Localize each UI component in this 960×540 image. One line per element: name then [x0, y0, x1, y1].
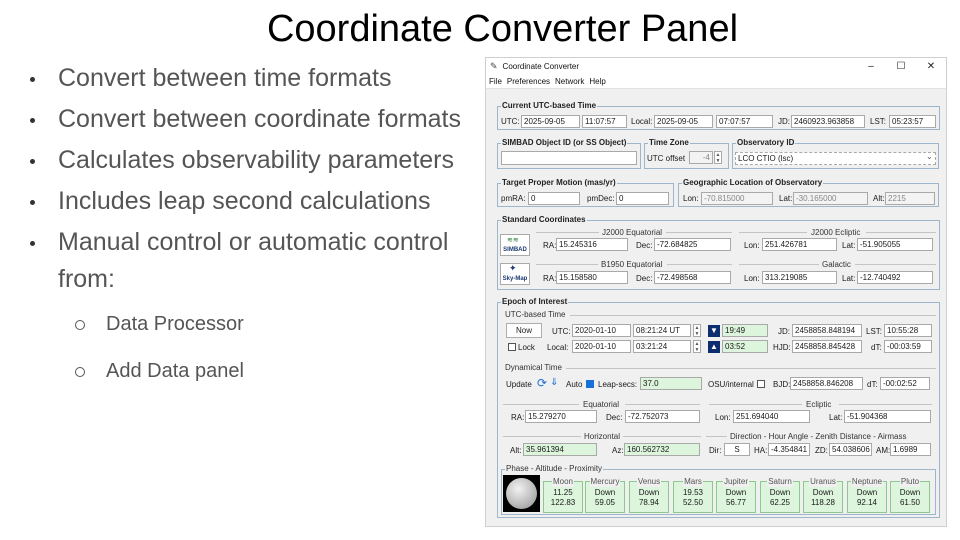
epoch-dt[interactable]: -00:03:59	[884, 340, 932, 353]
ha-label: HA:	[754, 446, 768, 455]
divider	[536, 232, 599, 233]
simbad-input[interactable]	[501, 151, 637, 165]
download-arrow-icon[interactable]: ⇓	[550, 377, 559, 388]
planet-value: 118.28	[811, 498, 835, 507]
planet-value: Down	[725, 488, 747, 497]
pmra-label: pmRA:	[501, 194, 526, 203]
current-local-date[interactable]: 2025-09-05	[654, 115, 713, 128]
update-label: Update	[506, 380, 532, 389]
moon-icon	[503, 475, 540, 512]
divider	[625, 404, 700, 405]
zd-label: ZD:	[815, 446, 828, 455]
j2000-ra-field[interactable]: 15.245316	[556, 238, 628, 251]
dec-label: Dec:	[636, 241, 653, 250]
direction-field[interactable]: S	[724, 443, 750, 456]
pmra-input[interactable]: 0	[528, 192, 580, 205]
divider	[866, 232, 936, 233]
bjd-label: BJD:	[773, 380, 791, 389]
refresh-icon[interactable]: ⟳	[537, 376, 548, 390]
group-label: Standard Coordinates	[502, 215, 586, 224]
j2000-dec-field[interactable]: -72.684825	[654, 238, 731, 251]
epoch-dec-field[interactable]: -72.752073	[625, 410, 700, 423]
observatory-select[interactable]: LCO CTIO (lsc)	[735, 152, 936, 165]
divider	[503, 404, 579, 405]
lon-label: Lon:	[715, 413, 731, 422]
utc-based-time-label: UTC-based Time	[505, 310, 566, 319]
lat-label: Lat:	[842, 274, 856, 283]
planet-name: Uranus	[810, 477, 836, 486]
geo-alt-label: Alt:	[873, 194, 885, 203]
planet-value: 61.50	[899, 498, 921, 507]
auto-checkbox[interactable]	[586, 380, 594, 388]
slide-title: Coordinate Converter Panel	[266, 8, 739, 50]
utc-offset-label: UTC offset	[647, 154, 686, 163]
divider	[503, 436, 581, 437]
planet-mars	[673, 477, 713, 513]
divider	[855, 264, 936, 265]
simbad-logo-icon: ≋≋	[507, 237, 519, 244]
planet-value: Down	[594, 488, 616, 497]
epoch-utc-time[interactable]: 08:21:24 UT	[633, 324, 691, 337]
planet-name: Moon	[552, 477, 573, 486]
pushpin-icon: ✎	[490, 61, 498, 71]
group-label: SIMBAD Object ID (or SS Object)	[502, 138, 627, 147]
planet-value: Down	[856, 488, 878, 497]
set-time-field[interactable]: 03:52	[722, 340, 768, 353]
pmdec-label: pmDec:	[587, 194, 615, 203]
local-time-spinner[interactable]: ▲ ▼	[694, 341, 700, 353]
geo-lat-label: Lat:	[779, 194, 793, 203]
sunset-icon: ▲	[708, 341, 720, 353]
sky-map-star-icon: ✦	[509, 263, 517, 273]
planet-value: 19.53	[682, 488, 704, 497]
group-label: Geographic Location of Observatory	[683, 178, 823, 187]
planet-value: 122.83	[550, 498, 576, 507]
divider	[739, 232, 807, 233]
auto-label: Auto	[566, 380, 583, 389]
alt-label: Alt:	[510, 446, 522, 455]
utc-offset-spinner[interactable]: ▲ ▼	[715, 152, 721, 164]
planet-name: Jupiter	[723, 477, 748, 486]
ra-label: RA:	[511, 413, 525, 422]
jd-label: JD:	[778, 117, 790, 126]
utc-offset-field[interactable]: -4	[689, 151, 713, 164]
lock-label: Lock	[518, 343, 535, 352]
epoch-local-date[interactable]: 2020-01-10	[572, 340, 631, 353]
group-label: Time Zone	[649, 138, 689, 147]
epoch-hjd[interactable]: 2458858.845428	[792, 340, 862, 353]
geo-lon-label: Lon:	[683, 194, 699, 203]
planet-value: Down	[769, 488, 791, 497]
maximize-icon[interactable]: ☐	[896, 61, 906, 72]
planet-value: Down	[899, 488, 921, 497]
current-utc-date[interactable]: 2025-09-05	[521, 115, 580, 128]
ecliptic-label: Ecliptic	[806, 400, 832, 409]
lst-label: LST:	[870, 117, 887, 126]
hjd-label: HJD:	[773, 343, 791, 352]
dt-label: dT:	[871, 343, 882, 352]
planet-value: 56.77	[725, 498, 747, 507]
divider	[667, 264, 732, 265]
epoch-ra-field[interactable]: 15.279270	[525, 410, 597, 423]
current-local-time[interactable]: 07:07:57	[716, 115, 773, 128]
planet-neptune	[847, 477, 887, 513]
local-label: Local:	[547, 343, 569, 352]
lat-label: Lat:	[842, 241, 856, 250]
epoch-bjd[interactable]: 2458858.846208	[790, 377, 863, 390]
group-label: Target Proper Motion (mas/yr)	[502, 178, 616, 187]
dir-label: Dir:	[709, 446, 722, 455]
b1950-equatorial-label: B1950 Equatorial	[601, 260, 663, 269]
galactic-lon-field[interactable]: 313.219085	[762, 271, 837, 284]
moon-disc	[506, 478, 537, 509]
divider	[623, 436, 701, 437]
chevron-down-icon[interactable]: ⌄	[926, 152, 933, 161]
planet-uranus	[803, 477, 843, 513]
pmdec-input[interactable]: 0	[616, 192, 669, 205]
divider	[709, 404, 802, 405]
ra-label: RA:	[543, 274, 557, 283]
j2000-lat-field[interactable]: -51.905055	[857, 238, 933, 251]
planet-value: 11.25	[553, 488, 573, 497]
planet-name: Saturn	[768, 477, 792, 486]
epoch-lst[interactable]: 10:55:28	[884, 324, 932, 337]
divider	[706, 436, 727, 437]
bullet-item: Convert between time formats	[28, 60, 478, 97]
j2000-lon-field[interactable]: 251.426781	[762, 238, 837, 251]
zenith-distance-field[interactable]: 54.038606	[829, 443, 872, 456]
divider	[570, 315, 936, 316]
planet-moon	[543, 477, 583, 513]
divider	[739, 264, 819, 265]
osu-internal-label: OSU/internal	[708, 380, 754, 389]
group-label: Current UTC-based Time	[502, 101, 597, 110]
close-icon[interactable]: ✕	[926, 61, 936, 72]
planet-value: Down	[812, 488, 834, 497]
airmass-field[interactable]: 1.6989	[890, 443, 931, 456]
j2000-ecliptic-label: J2000 Ecliptic	[811, 228, 861, 237]
sub-bullet-item: Data Processor	[28, 306, 478, 343]
direction-label: Direction - Hour Angle - Zenith Distance - Airmass	[730, 432, 907, 441]
planet-name: Mercury	[590, 477, 620, 486]
planet-value: 78.94	[638, 498, 660, 507]
am-label: AM:	[876, 446, 891, 455]
menu-file[interactable]: File	[489, 77, 502, 86]
bullet-item: Convert between coordinate formats	[28, 101, 478, 138]
geo-lon-field[interactable]: -70.815000	[701, 192, 773, 205]
local-label: Local:	[631, 117, 653, 126]
galactic-lat-field[interactable]: -12.740492	[857, 271, 933, 284]
epoch-dt-dynamical[interactable]: -00:02:52	[880, 377, 930, 390]
dec-label: Dec:	[636, 274, 653, 283]
group-label: Epoch of Interest	[502, 297, 568, 306]
planet-value: Down	[638, 488, 660, 497]
b1950-dec-field[interactable]: -72.498568	[654, 271, 731, 284]
window-title: Coordinate Converter	[502, 62, 580, 71]
planet-pluto	[890, 477, 930, 513]
divider	[839, 404, 932, 405]
epoch-lat-field[interactable]: -51.904368	[844, 410, 931, 423]
lon-label: Lon:	[744, 241, 760, 250]
geo-lat-field[interactable]: -30.165000	[793, 192, 868, 205]
epoch-lon-field[interactable]: 251.694040	[733, 410, 810, 423]
planet-venus	[629, 477, 669, 513]
menu-network[interactable]: Network	[555, 77, 585, 86]
sunrise-icon: ▼	[708, 325, 720, 337]
bullet-item: Calculates observability parameters	[28, 142, 478, 179]
current-utc-time[interactable]: 11:07:57	[582, 115, 627, 128]
lat-label: Lat:	[829, 413, 843, 422]
geo-alt-field[interactable]: 2215	[885, 192, 935, 205]
planet-value: 52.50	[682, 498, 704, 507]
ra-label: RA:	[543, 241, 557, 250]
epoch-jd[interactable]: 2458858.848194	[792, 324, 862, 337]
epoch-alt-field[interactable]: 35.961394	[523, 443, 597, 456]
planet-value: 59.05	[594, 498, 616, 507]
planet-mercury	[585, 477, 625, 513]
epoch-az-field[interactable]: 160.562732	[624, 443, 700, 456]
divider	[566, 368, 936, 369]
menu-help[interactable]: Help	[589, 77, 606, 86]
planet-name: Mars	[684, 477, 702, 486]
epoch-local-time[interactable]: 03:21:24	[633, 340, 691, 353]
planet-name: Pluto	[900, 477, 920, 486]
divider	[666, 232, 732, 233]
now-button[interactable]: Now	[506, 323, 542, 338]
osu-internal-checkbox[interactable]	[757, 380, 765, 388]
galactic-label: Galactic	[822, 260, 851, 269]
current-jd[interactable]: 2460923.963858	[791, 115, 865, 128]
b1950-ra-field[interactable]: 15.158580	[556, 271, 628, 284]
planet-name: Neptune	[851, 477, 883, 486]
divider	[536, 264, 598, 265]
planet-value: 62.25	[769, 498, 791, 507]
planet-value: 92.14	[856, 498, 878, 507]
simbad-button[interactable]: SIMBAD	[500, 234, 530, 256]
j2000-equatorial-label: J2000 Equatorial	[602, 228, 663, 237]
lock-checkbox[interactable]	[508, 343, 516, 351]
lst-label: LST:	[866, 327, 883, 336]
utc-label: UTC:	[552, 327, 571, 336]
dec-label: Dec:	[606, 413, 623, 422]
jd-label: JD:	[778, 327, 790, 336]
utc-label: UTC:	[501, 117, 520, 126]
equatorial-label: Equatorial	[583, 400, 620, 409]
leap-secs-label: Leap-secs:	[598, 380, 638, 389]
epoch-utc-date[interactable]: 2020-01-10	[572, 324, 631, 337]
planet-jupiter	[716, 477, 756, 513]
sub-bullet-item: Add Data panel	[28, 353, 478, 390]
planet-name: Venus	[637, 477, 661, 486]
bullet-item: Includes leap second calculations	[28, 183, 478, 220]
bullet-item: Manual control or automatic control from:	[28, 224, 478, 298]
group-label: Phase - Altitude - Proximity	[506, 464, 603, 473]
rise-time-field[interactable]: 19:49	[722, 324, 768, 337]
hour-angle-field[interactable]: -4.354841	[768, 443, 810, 456]
current-lst[interactable]: 05:23:57	[889, 115, 936, 128]
sky-map-button[interactable]: Sky-Map	[500, 263, 530, 285]
dynamical-time-label: Dynamical Time	[505, 363, 562, 372]
az-label: Az:	[612, 446, 624, 455]
planet-saturn	[760, 477, 800, 513]
horizontal-label: Horizontal	[584, 432, 621, 441]
utc-time-spinner[interactable]: ▲ ▼	[694, 325, 700, 337]
menu-preferences[interactable]: Preferences	[506, 77, 551, 86]
leap-secs-field[interactable]: 37.0	[640, 377, 702, 390]
minimize-icon[interactable]: –	[868, 61, 874, 72]
group-label: Observatory ID	[737, 138, 795, 147]
dt-label: dT:	[867, 380, 878, 389]
lon-label: Lon:	[744, 274, 760, 283]
